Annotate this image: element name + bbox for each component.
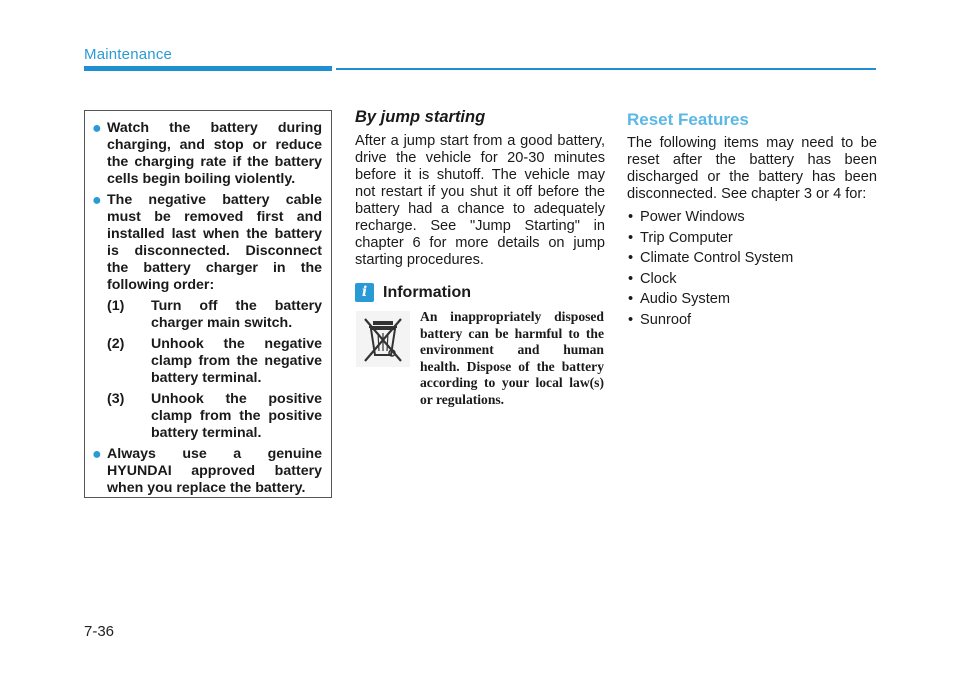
list-item: • Audio System — [627, 289, 877, 310]
bullet-dot: ● — [92, 192, 102, 209]
warning-bullet — [92, 120, 322, 188]
list-item: • Climate Control System — [627, 248, 877, 269]
reset-features-heading: Reset Features — [627, 110, 749, 129]
reset-items-list — [627, 207, 877, 330]
step-text: Unhook the negative clamp from the negative battery terminal. — [151, 336, 322, 386]
step-text: Turn off the battery charger main switch. — [151, 298, 322, 331]
warning-bullet — [92, 192, 322, 294]
list-item: • Sunroof — [627, 310, 877, 331]
information-title: Information — [383, 284, 471, 301]
warning-bullet-text: Watch the battery during charging, and stop or reduce the charging rate if the battery cells begin boiling violently. — [107, 120, 322, 187]
reset-features-section — [627, 110, 877, 330]
step-number: (2) — [107, 336, 125, 352]
page-number: 7-36 — [84, 623, 115, 640]
warning-box — [84, 110, 332, 498]
bullet-dot: ● — [92, 120, 102, 137]
crossed-out-bin-icon — [356, 311, 410, 367]
step-number: (3) — [107, 391, 125, 407]
information-text: An inappropriately disposed battery can be harmful to the environment and human health. Dispose of the battery according to your local law(s) or regulations. — [420, 309, 604, 407]
step-text: Unhook the positive clamp from the positive battery terminal. — [151, 391, 322, 441]
jump-starting-section — [355, 108, 605, 269]
bullet-dot: ● — [92, 446, 102, 463]
list-item: • Power Windows — [627, 207, 877, 228]
header-rule — [336, 68, 876, 70]
list-item: • Trip Computer — [627, 228, 877, 249]
disconnect-step — [105, 336, 322, 387]
disconnect-step — [105, 391, 322, 442]
step-number: (1) — [107, 298, 125, 314]
warning-bullet-text: Always use a genuine HYUNDAI approved battery when you replace the battery. — [107, 446, 322, 496]
section-title: Maintenance — [84, 46, 173, 63]
list-item: • Clock — [627, 269, 877, 290]
information-header — [355, 283, 605, 303]
header-rule-accent — [84, 66, 332, 71]
warning-bullet — [92, 446, 322, 497]
info-icon: i — [355, 283, 374, 302]
reset-features-intro: The following items may need to be reset after the battery has been discharged or the battery has been disconnected. See chapter 3 or 4 for: — [627, 135, 877, 202]
jump-starting-heading: By jump starting — [355, 108, 486, 126]
warning-bullet-text: The negative battery cable must be removed first and installed last when the battery is disconnected. Disconnect the battery charger in the following order: — [107, 192, 322, 293]
disconnect-step — [105, 298, 322, 332]
jump-starting-body: After a jump start from a good battery, drive the vehicle for 20-30 minutes before it is shutoff. The vehicle may not restart if you shut it off before the battery had a chance to adequately recharge. See "Jump Starting" in chapter 6 for more details on jump starting procedures. — [355, 133, 605, 268]
